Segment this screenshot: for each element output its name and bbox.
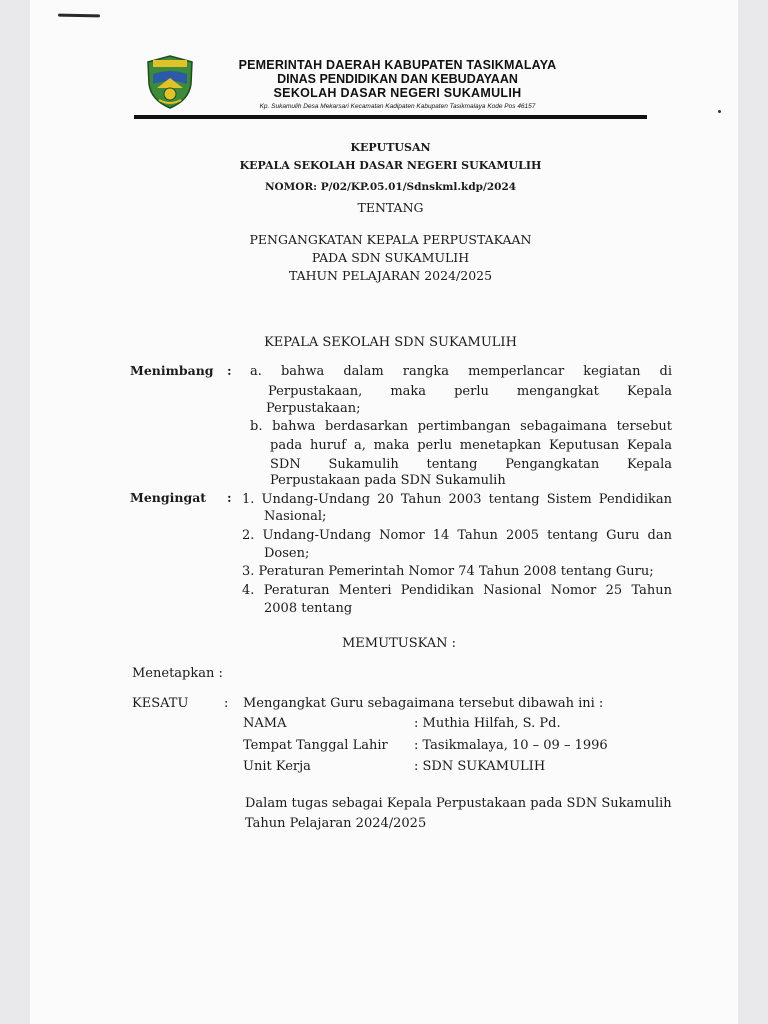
decree-subject-line1: PENGANGKATAN KEPALA PERPUSTAKAAN [249, 232, 532, 247]
mengingat-item2-line2: Dosen; [264, 546, 310, 561]
nama-label: NAMA [243, 716, 287, 731]
menimbang-colon: : [227, 363, 232, 378]
menimbang-b-line3: SDN Sukamulih tentang Pengangkatan Kepala [270, 457, 672, 472]
mengingat-item4-line2: 2008 tentang [264, 601, 353, 616]
mengingat-colon: : [227, 490, 232, 505]
unit-value: : SDN SUKAMULIH [414, 759, 546, 774]
duty-line1: Dalam tugas sebagai Kepala Perpustakaan pada SDN Sukamulih [245, 796, 672, 811]
menetapkan-label: Menetapkan : [132, 666, 223, 681]
ttl-value: : Tasikmalaya, 10 – 09 – 1996 [414, 738, 608, 753]
duty-line2: Tahun Pelajaran 2024/2025 [245, 816, 427, 831]
memutuskan-heading: MEMUTUSKAN : [342, 636, 457, 651]
mengingat-item1-line1: 1. Undang-Undang 20 Tahun 2003 tentang Sistem Pendidikan [242, 492, 672, 507]
menimbang-b-line1: b. bahwa berdasarkan pertimbangan sebagaimana tersebut [250, 419, 672, 434]
letterhead-government: PEMERINTAH DAERAH KABUPATEN TASIKMALAYA [238, 58, 557, 72]
decree-number: NOMOR: P/02/KP.05.01/Sdnskml.kdp/2024 [264, 181, 517, 193]
letterhead-address: Kp. Sukamulih Desa Mekarsari Kecamatan Kadipaten Kabupaten Tasikmalaya Kode Pos 46157 [259, 103, 536, 110]
letterhead [200, 58, 595, 112]
letterhead-department: DINAS PENDIDIKAN DAN KEBUDAYAAN [277, 72, 518, 86]
kesatu-label: KESATU [132, 696, 189, 711]
nama-value: : Muthia Hilfah, S. Pd. [414, 716, 561, 731]
kesatu-colon: : [224, 696, 229, 711]
kesatu-intro: Mengangkat Guru sebagaimana tersebut dibawah ini : [243, 696, 604, 711]
regency-logo [145, 54, 195, 110]
ttl-label: Tempat Tanggal Lahir [243, 738, 388, 753]
decree-subject-line2: PADA SDN SUKAMULIH [311, 250, 470, 265]
menimbang-a-line2: Perpustakaan, maka perlu mengangkat Kepala [268, 384, 672, 399]
signer-heading: KEPALA SEKOLAH SDN SUKAMULIH [264, 335, 517, 350]
unit-label: Unit Kerja [243, 759, 311, 774]
menimbang-a-line3: Perpustakaan; [266, 401, 361, 416]
letterhead-rule [134, 115, 647, 119]
mengingat-item3-line1: 3. Peraturan Pemerintah Nomor 74 Tahun 2008 tentang Guru; [242, 564, 654, 579]
mengingat-item2-line1: 2. Undang-Undang Nomor 14 Tahun 2005 tentang Guru dan [242, 528, 672, 543]
mengingat-item1-line2: Nasional; [264, 509, 327, 524]
letterhead-school: SEKOLAH DASAR NEGERI SUKAMULIH [273, 86, 522, 100]
menimbang-label: Menimbang [130, 363, 214, 378]
menimbang-a-line1: a. bahwa dalam rangka memperlancar kegiatan di [250, 364, 672, 379]
decree-tentang: TENTANG [357, 200, 424, 215]
menimbang-b-line4: Perpustakaan pada SDN Sukamulih [270, 473, 506, 488]
decree-label: KEPUTUSAN [350, 141, 431, 154]
mengingat-item4-line1: 4. Peraturan Menteri Pendidikan Nasional Nomor 25 Tahun [242, 583, 672, 598]
decree-subject-line3: TAHUN PELAJARAN 2024/2025 [288, 268, 493, 283]
scan-dot [718, 110, 721, 113]
mengingat-label: Mengingat [130, 490, 207, 505]
decree-issuer: KEPALA SEKOLAH DASAR NEGERI SUKAMULIH [239, 159, 542, 172]
menimbang-b-line2: pada huruf a, maka perlu menetapkan Keputusan Kepala [270, 438, 672, 453]
